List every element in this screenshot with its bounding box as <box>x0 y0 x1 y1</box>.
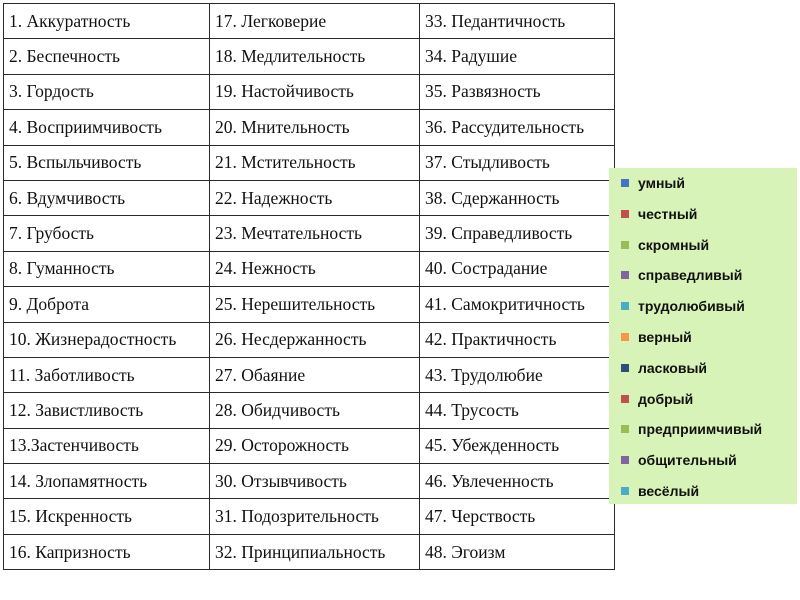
legend-label: добрый <box>638 390 694 407</box>
trait-cell: 33. Педантичность <box>420 4 615 39</box>
legend-item <box>621 356 707 380</box>
legend-swatch <box>621 333 629 341</box>
trait-cell: 26. Несдержанность <box>210 322 420 357</box>
trait-cell: 31. Подозрительность <box>210 499 420 534</box>
legend-item <box>621 202 697 226</box>
trait-cell: 20. Мнительность <box>210 110 420 145</box>
trait-cell: 27. Обаяние <box>210 357 420 392</box>
trait-cell: 39. Справедливость <box>420 216 615 251</box>
table-row <box>4 216 615 251</box>
trait-cell: 5. Вспыльчивость <box>4 145 210 180</box>
trait-cell: 42. Практичность <box>420 322 615 357</box>
trait-cell: 11. Заботливость <box>4 357 210 392</box>
table-row <box>4 357 615 392</box>
trait-cell: 23. Мечтательность <box>210 216 420 251</box>
legend-swatch <box>621 179 629 187</box>
trait-cell: 7. Грубость <box>4 216 210 251</box>
trait-cell: 21. Мстительность <box>210 145 420 180</box>
table-row <box>4 534 615 569</box>
trait-cell: 3. Гордость <box>4 74 210 109</box>
table-row <box>4 251 615 286</box>
table-row <box>4 145 615 180</box>
trait-cell: 12. Завистливость <box>4 393 210 428</box>
traits-table-body <box>4 4 615 570</box>
trait-cell: 45. Убежденность <box>420 428 615 463</box>
trait-cell: 22. Надежность <box>210 180 420 215</box>
trait-cell: 40. Сострадание <box>420 251 615 286</box>
trait-cell: 41. Самокритичность <box>420 287 615 322</box>
legend-item <box>621 233 709 257</box>
table-row <box>4 393 615 428</box>
legend-label: справедливый <box>638 267 743 284</box>
legend-swatch <box>621 241 629 249</box>
trait-cell: 46. Увлеченность <box>420 464 615 499</box>
table-row <box>4 110 615 145</box>
table-row <box>4 39 615 74</box>
trait-cell: 9. Доброта <box>4 287 210 322</box>
trait-cell: 4. Восприимчивость <box>4 110 210 145</box>
legend-label: весёлый <box>638 483 700 499</box>
traits-table <box>3 3 615 570</box>
trait-cell: 14. Злопамятность <box>4 464 210 499</box>
table-row <box>4 464 615 499</box>
legend-swatch <box>621 302 629 310</box>
table-row <box>4 180 615 215</box>
trait-cell: 36. Рассудительность <box>420 110 615 145</box>
trait-cell: 29. Осторожность <box>210 428 420 463</box>
legend-swatch <box>621 395 629 403</box>
legend-label: трудолюбивый <box>638 298 745 315</box>
trait-cell: 6. Вдумчивость <box>4 180 210 215</box>
trait-cell: 44. Трусость <box>420 393 615 428</box>
trait-cell: 32. Принципиальность <box>210 534 420 569</box>
trait-cell: 10. Жизнерадостность <box>4 322 210 357</box>
trait-cell: 13.Застенчивость <box>4 428 210 463</box>
legend-label: ласковый <box>638 359 708 376</box>
legend-item <box>621 325 692 349</box>
legend-item <box>621 387 693 411</box>
trait-cell: 35. Развязность <box>420 74 615 109</box>
table-row <box>4 499 615 534</box>
legend-label: умный <box>638 175 685 191</box>
trait-cell: 34. Радушие <box>420 39 615 74</box>
trait-cell: 24. Нежность <box>210 251 420 286</box>
legend-label: честный <box>638 205 698 222</box>
trait-cell: 18. Медлительность <box>210 39 420 74</box>
trait-cell: 47. Черствость <box>420 499 615 534</box>
trait-cell: 15. Искренность <box>4 499 210 534</box>
table-row <box>4 4 615 39</box>
table-row <box>4 322 615 357</box>
trait-cell: 28. Обидчивость <box>210 393 420 428</box>
legend-swatch <box>621 487 629 495</box>
legend-swatch <box>621 364 629 372</box>
trait-cell: 30. Отзывчивость <box>210 464 420 499</box>
legend-label: верный <box>638 329 692 345</box>
legend-item <box>621 171 685 195</box>
table-row <box>4 428 615 463</box>
legend-label: предприимчивый <box>638 421 763 438</box>
trait-cell: 43. Трудолюбие <box>420 357 615 392</box>
table-row <box>4 74 615 109</box>
trait-cell: 8. Гуманность <box>4 251 210 286</box>
trait-cell: 37. Стыдливость <box>420 145 615 180</box>
trait-cell: 19. Настойчивость <box>210 74 420 109</box>
legend-item <box>621 263 742 287</box>
legend-swatch <box>621 425 629 433</box>
table-row <box>4 287 615 322</box>
legend-item <box>621 479 699 503</box>
trait-cell: 38. Сдержанность <box>420 180 615 215</box>
legend-swatch <box>621 210 629 218</box>
trait-cell: 1. Аккуратность <box>4 4 210 39</box>
legend <box>609 168 797 504</box>
legend-item <box>621 417 762 441</box>
trait-cell: 25. Нерешительность <box>210 287 420 322</box>
legend-item <box>621 448 737 472</box>
trait-cell: 2. Беспечность <box>4 39 210 74</box>
legend-swatch <box>621 271 629 279</box>
trait-cell: 48. Эгоизм <box>420 534 615 569</box>
legend-label: общительный <box>638 452 737 469</box>
legend-swatch <box>621 456 629 464</box>
trait-cell: 17. Легковерие <box>210 4 420 39</box>
trait-cell: 16. Капризность <box>4 534 210 569</box>
legend-item <box>621 294 745 318</box>
legend-label: скромный <box>638 236 710 253</box>
